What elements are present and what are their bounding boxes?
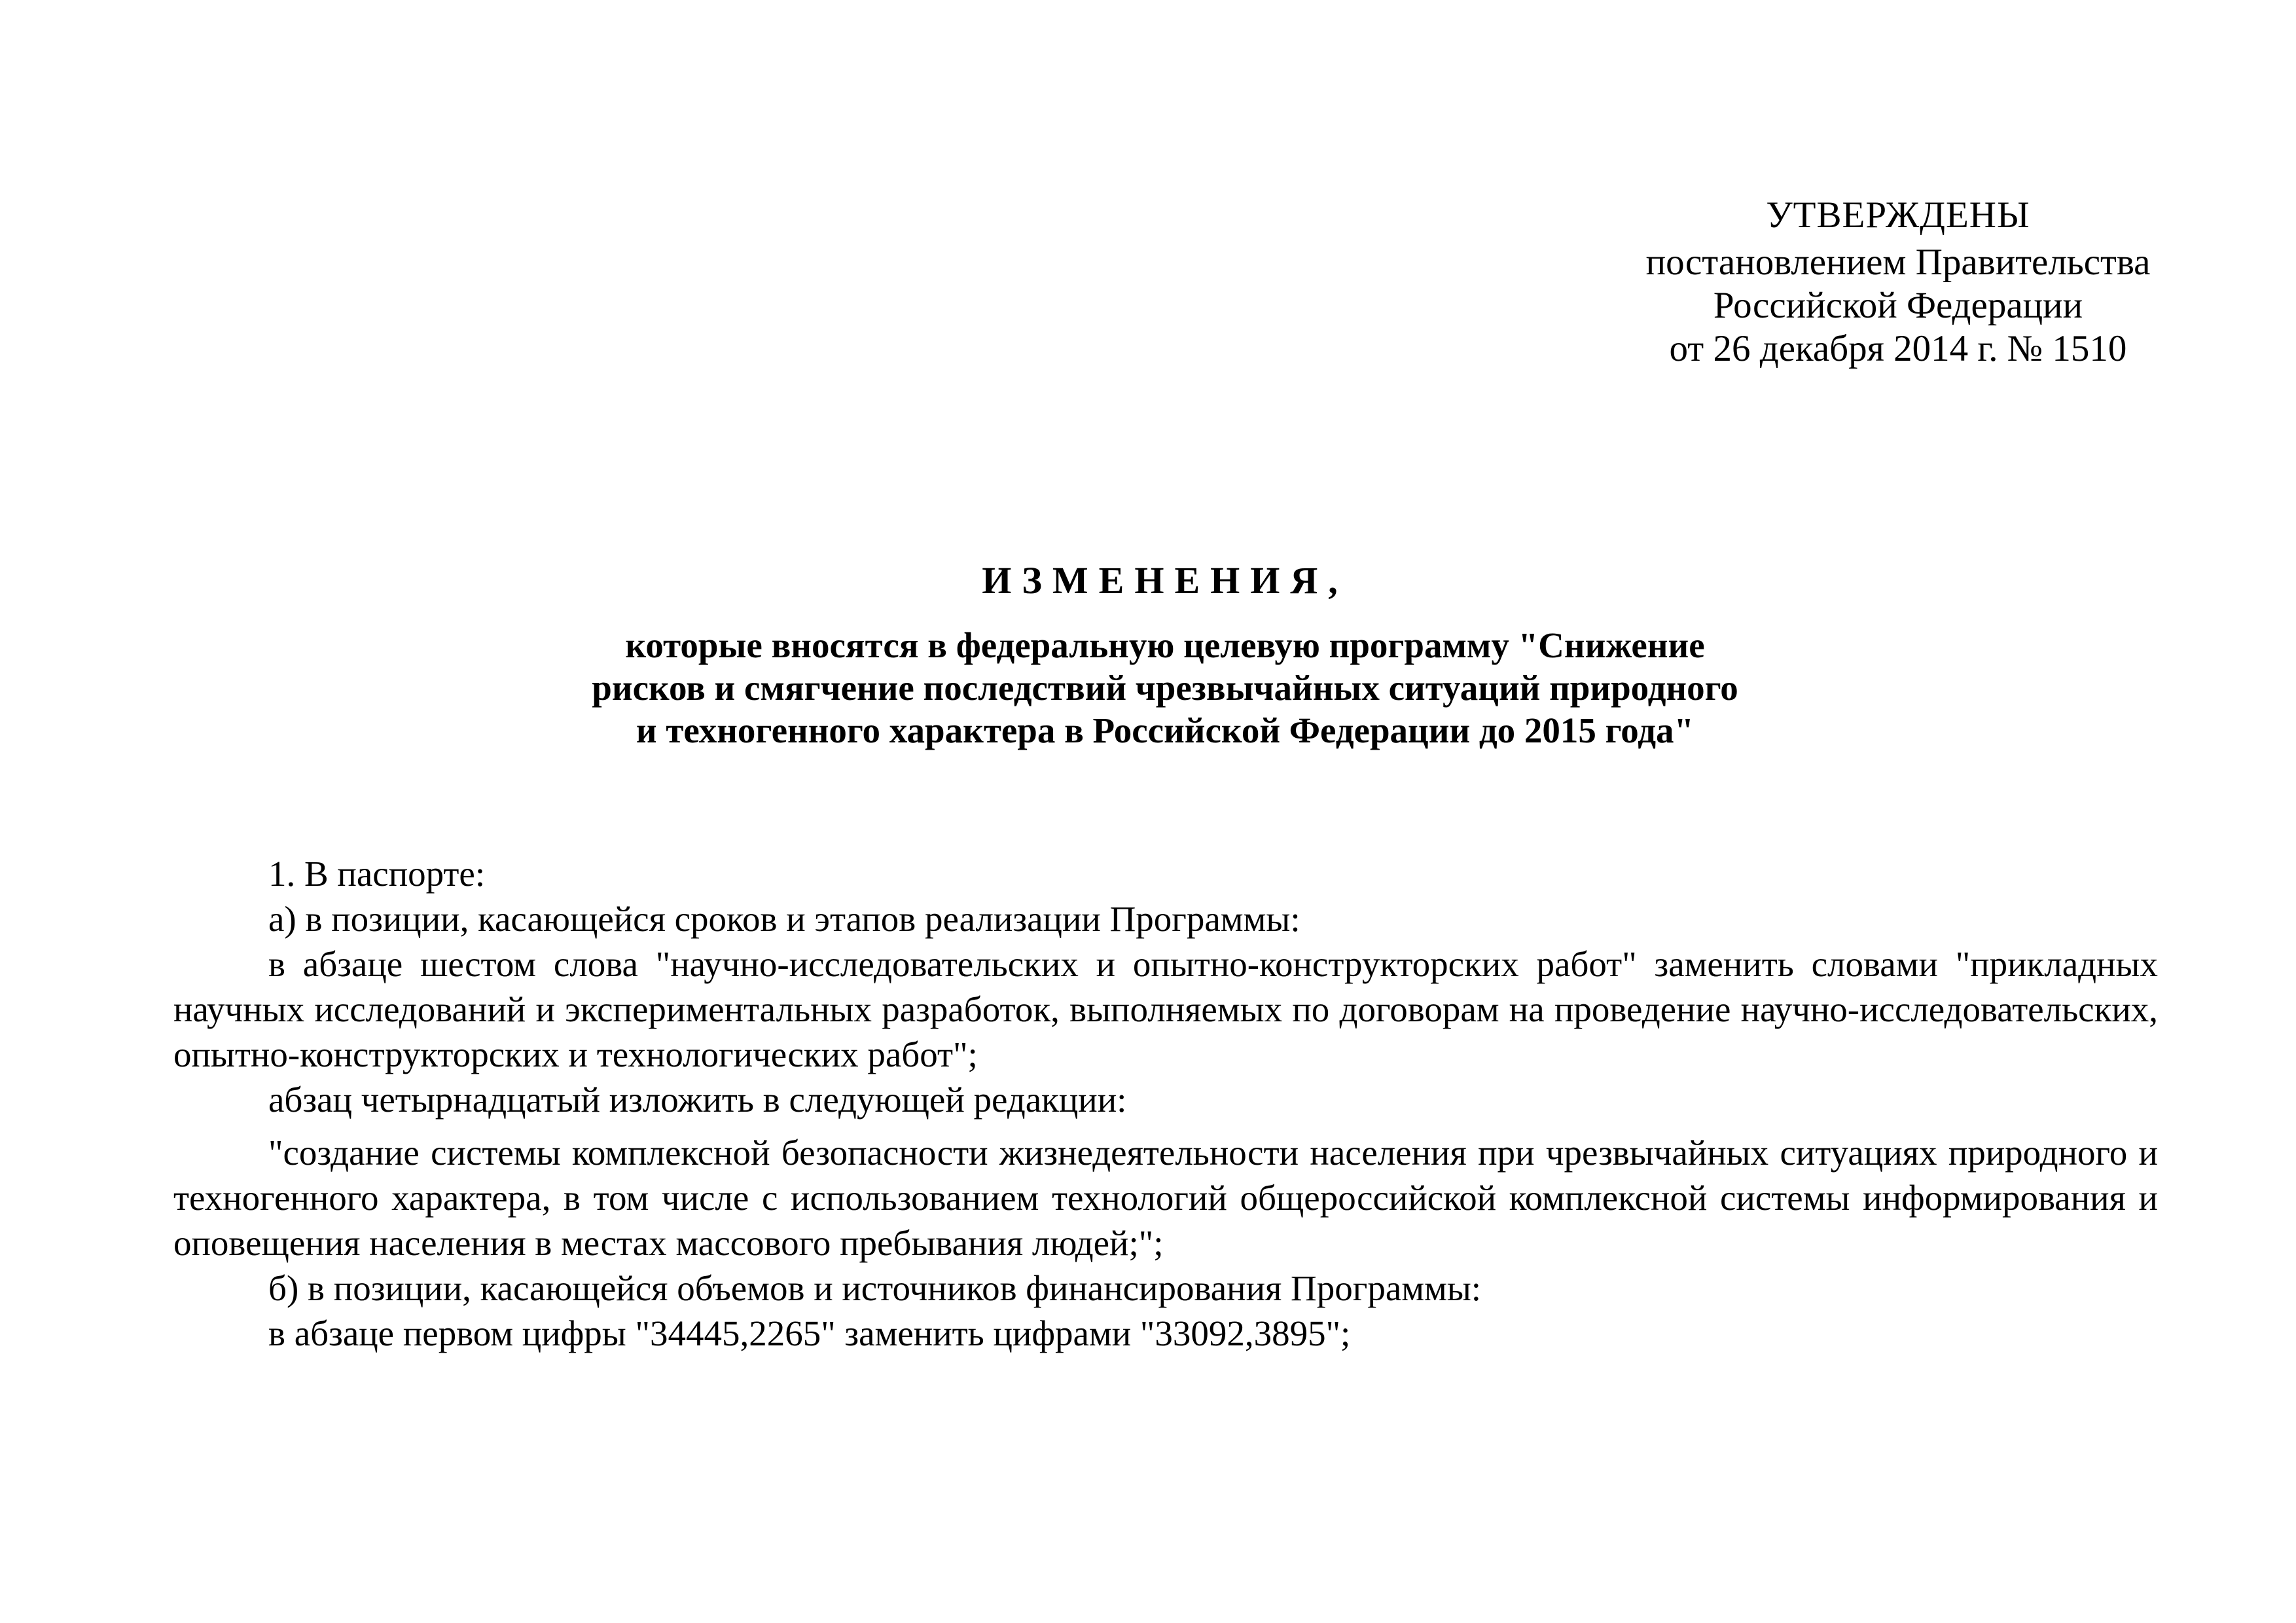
- paragraph-replace-words: в абзаце шестом слова "научно-исследовательских и опытно-конструкторских работ" заменить словами "прикладных научных исследований и экспериментальных разработок, выполняемых по договорам на проведение научно-исследовательских, опытно-конструкторских и технологических работ";: [173, 944, 2158, 1074]
- paragraph-fourteenth: абзац четырнадцатый изложить в следующей редакции:: [268, 1080, 1127, 1120]
- paragraph-item-a: а) в позиции, касающейся сроков и этапов реализации Программы:: [268, 899, 1300, 939]
- approval-line-country: Российской Федерации: [1713, 285, 2083, 326]
- document-subtitle: [0, 624, 2296, 752]
- subtitle-line: которые вносятся в федеральную целевую программу "Снижение: [625, 625, 1705, 665]
- subtitle-line: и техногенного характера в Российской Федерации до 2015 года": [636, 710, 1695, 750]
- paragraph-replace-figures: в абзаце первом цифры "34445,2265" заменить цифрами "33092,3895";: [268, 1313, 1351, 1353]
- subtitle-line: рисков и смягчение последствий чрезвычайных ситуаций природного: [592, 668, 1738, 708]
- paragraph-section-1: 1. В паспорте:: [268, 854, 486, 894]
- paragraph-item-b: б) в позиции, касающейся объемов и источников финансирования Программы:: [268, 1268, 1482, 1308]
- approval-stamp: [1636, 194, 2160, 371]
- document-body: [173, 851, 2158, 1356]
- approval-line-date-number: от 26 декабря 2014 г. № 1510: [1669, 328, 2127, 369]
- approved-label: УТВЕРЖДЕНЫ: [1766, 194, 2030, 236]
- document-title: ИЗМЕНЕНИЯ,: [982, 559, 1348, 602]
- approval-line-resolution: постановлением Правительства: [1645, 242, 2151, 283]
- paragraph-new-wording: "создание системы комплексной безопасности жизнедеятельности населения при чрезвычайных ситуациях природного и техногенного характера, в том числе с использованием технологий общероссийской комплексной системы информирования и оповещения населения в местах массового пребывания людей;";: [173, 1133, 2158, 1263]
